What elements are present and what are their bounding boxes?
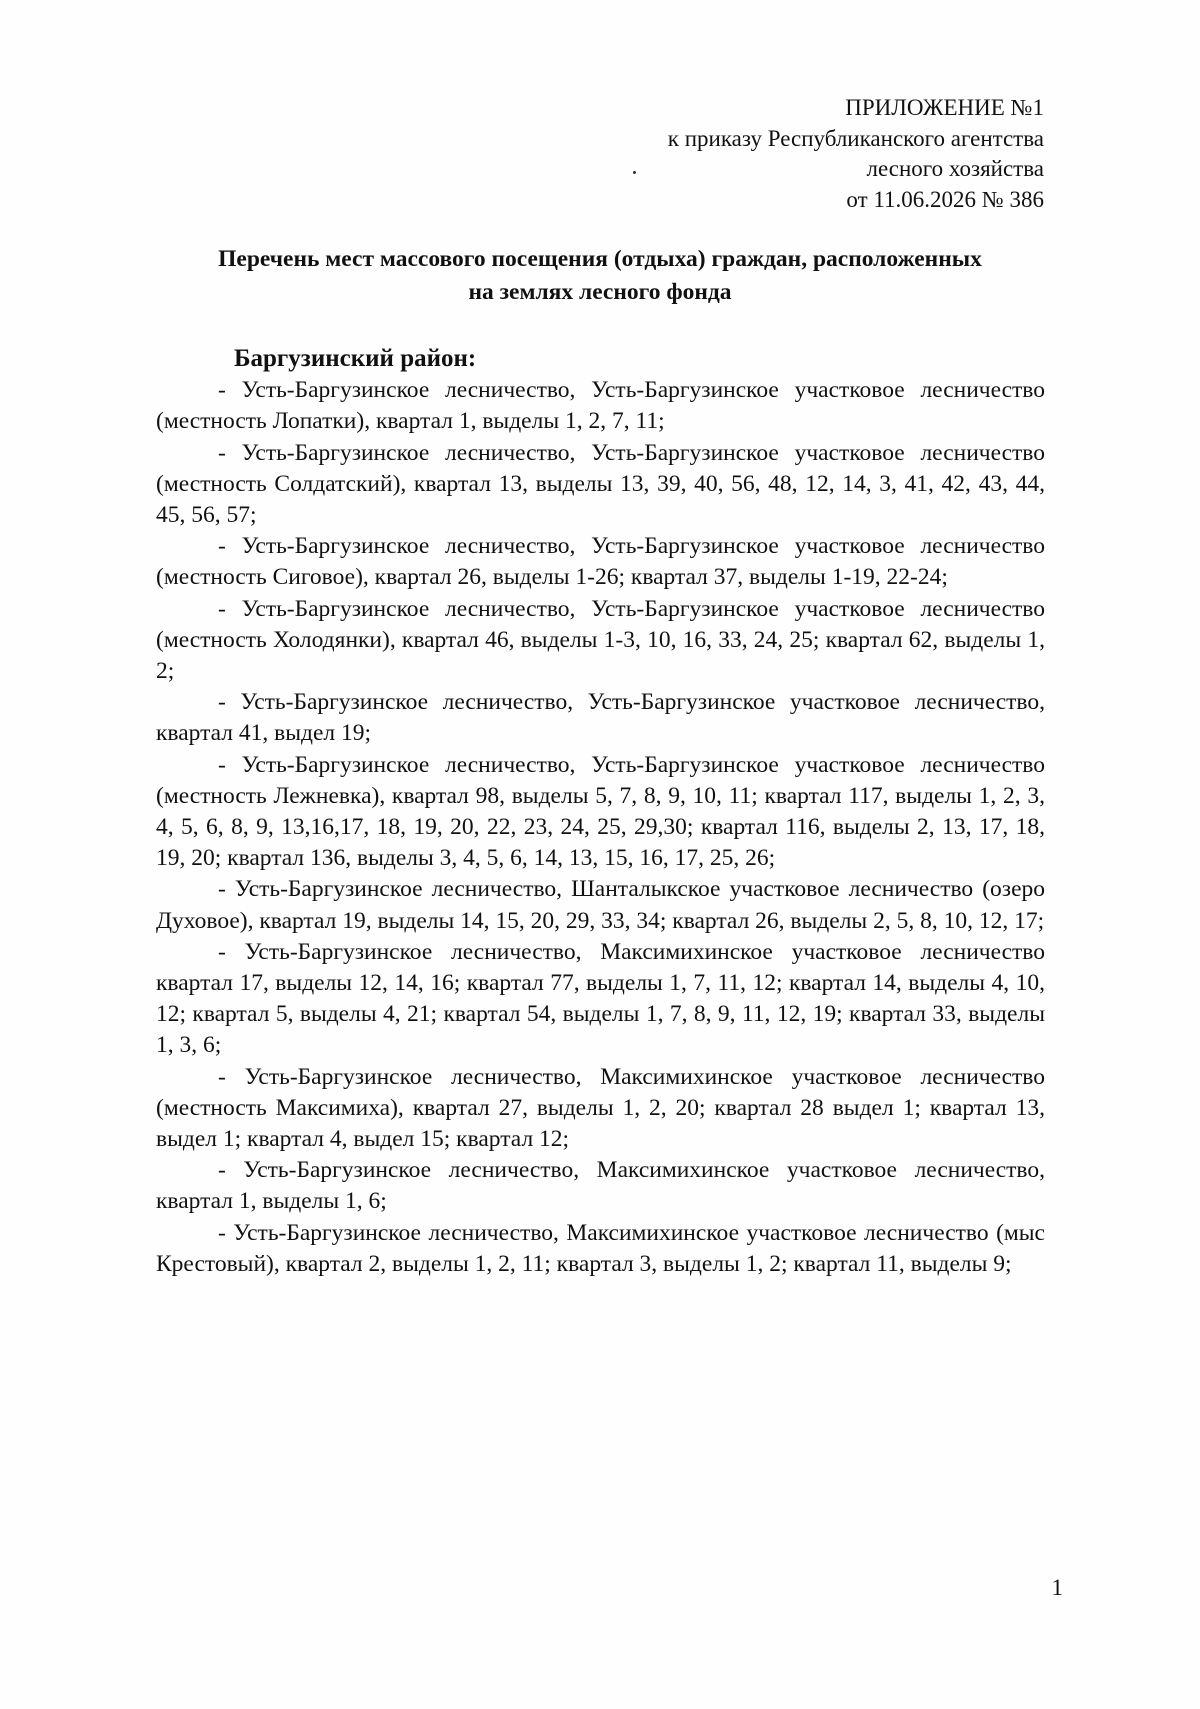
list-item: - Усть-Баргузинское лесничество, Максимихинское участковое лесничество квартал 17, выделы 12, 14, 16; квартал 77, выделы 1, 7, 11, 12; квартал 14, выделы 4, 10, 12; квартал 5, выделы 4, 21; квартал 54, выделы 1, 7, 8, 9, 11, 12, 19; квартал 33, выделы 1, 3, 6; <box>156 938 1045 1059</box>
list-item: - Усть-Баргузинское лесничество, Усть-Баргузинское участковое лесничество (местность Сиговое), квартал 26, выделы 1-26; квартал 37, выделы 1-19, 22-24; <box>156 533 1045 591</box>
title-line-2: на землях лесного фонда <box>468 279 732 305</box>
title-line-1: Перечень мест массового посещения (отдыха) граждан, расположенных <box>218 246 982 272</box>
list-item: - Усть-Баргузинское лесничество, Максимихинское участковое лесничество (местность Максимиха), квартал 27, выделы 1, 2, 20; квартал 28 выдел 1; квартал 13, выдел 1; квартал 4, выдел 15; квартал 12; <box>156 1063 1045 1153</box>
page-number: 1 <box>1051 1575 1063 1600</box>
list-item: - Усть-Баргузинское лесничество, Усть-Баргузинское участковое лесничество (местность Лопатки), квартал 1, выделы 1, 2, 7, 11; <box>156 377 1045 435</box>
list-item: - Усть-Баргузинское лесничество, Максимихинское участковое лесничество (мыс Крестовый), квартал 2, выделы 1, 2, 11; квартал 3, выделы 1, 2; квартал 11, выделы 9; <box>156 1219 1045 1277</box>
order-date-number: от 11.06.2026 № 386 <box>846 186 1044 212</box>
list-item: - Усть-Баргузинское лесничество, Усть-Баргузинское участковое лесничество (местность Холодянки), квартал 46, выделы 1-3, 10, 16, 33, 24, 25; квартал 62, выделы 1, 2; <box>156 595 1045 685</box>
appendix-label: ПРИЛОЖЕНИЕ №1 <box>845 95 1044 120</box>
list-item: - Усть-Баргузинское лесничество, Усть-Баргузинское участковое лесничество, квартал 41, выдел 19; <box>156 689 1045 747</box>
appendix-header <box>668 93 1044 215</box>
list-item: - Усть-Баргузинское лесничество, Шанталыкское участковое лесничество (озеро Духовое), квартал 19, выделы 14, 15, 20, 29, 33, 34; квартал 26, выделы 2, 5, 8, 10, 12, 17; <box>156 876 1045 934</box>
list-item: - Усть-Баргузинское лесничество, Усть-Баргузинское участковое лесничество (местность Лежневка), квартал 98, выделы 5, 7, 8, 9, 10, 11; квартал 117, выделы 1, 2, 3, 4, 5, 6, 8, 9, 13,16,17, 18, 19, 20, 22, 23, 24, 25, 29,30; квартал 116, выделы 2, 13, 17, 18, 19, 20; квартал 136, выделы 3, 4, 5, 6, 14, 13, 15, 16, 17, 25, 26; <box>156 751 1045 872</box>
scan-speck <box>633 171 636 174</box>
document-title <box>155 243 1045 309</box>
order-reference: к приказу Республиканского агентства <box>667 125 1044 151</box>
list-item: - Усть-Баргузинское лесничество, Усть-Баргузинское участковое лесничество (местность Солдатский), квартал 13, выделы 13, 39, 40, 56, 48, 12, 14, 3, 41, 42, 43, 44, 45, 56, 57; <box>156 439 1045 529</box>
district-heading: Баргузинский район: <box>234 345 477 372</box>
agency-name: лесного хозяйства <box>866 156 1044 181</box>
list-item: - Усть-Баргузинское лесничество, Максимихинское участковое лесничество, квартал 1, выделы 1, 6; <box>156 1157 1045 1215</box>
document-body <box>156 343 1045 1280</box>
